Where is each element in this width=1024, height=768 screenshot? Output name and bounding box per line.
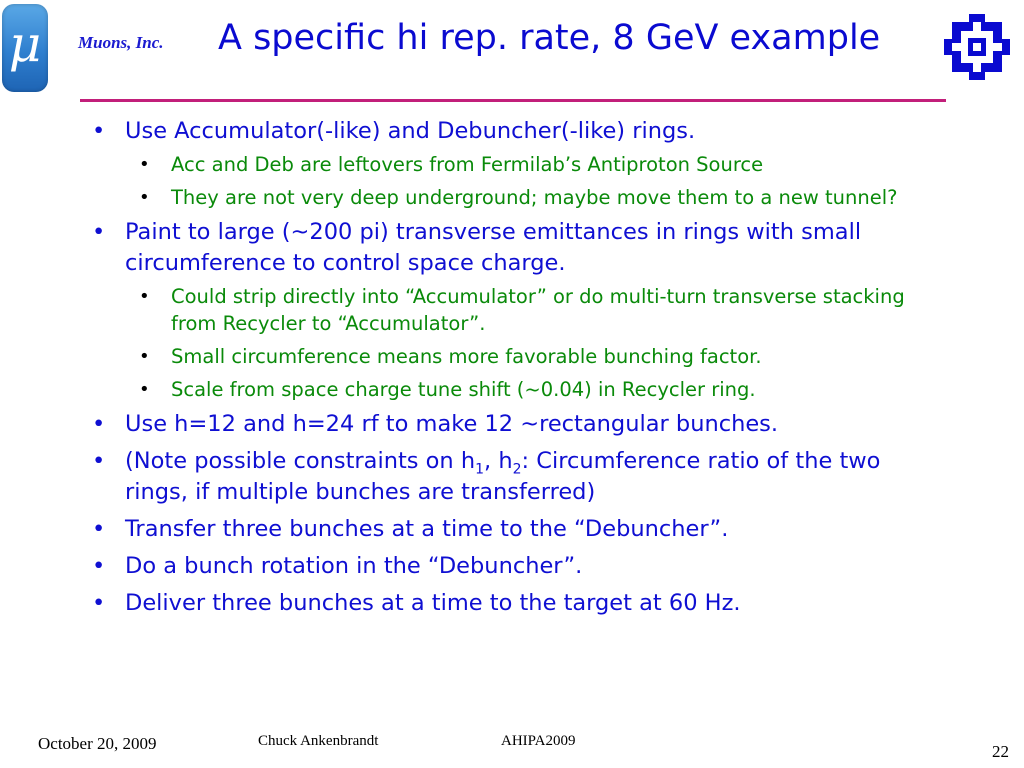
sub-bullet-item [125,151,932,178]
footer-date: October 20, 2009 [38,734,157,753]
page-number: 22 [992,742,1009,761]
bullet-text [125,448,880,505]
sub-bullet-item [125,283,932,337]
mu-symbol: μ [8,15,42,73]
bullet-item [92,116,932,211]
bullet-text: Paint to large (~200 pi) transverse emittances in rings with small circumference to control space charge. [125,219,862,276]
sub-bullet-dot: • [139,286,150,307]
bullet-dot: • [92,411,106,437]
sub-bullet-text: Acc and Deb are leftovers from Fermilab’s Antiproton Source [171,153,764,176]
sub-bullet-dot: • [139,346,150,367]
bullet-item [92,446,932,508]
sub-bullet-text: Scale from space charge tune shift (~0.04) in Recycler ring. [171,378,756,401]
bullet-item [92,588,932,619]
bullet-dot: • [92,516,106,542]
bullet-text-part: (Note possible constraints on h [125,448,476,474]
bullet-dot: • [92,219,106,245]
bullet-text: Deliver three bunches at a time to the target at 60 Hz. [125,590,741,616]
bullet-dot: • [92,590,106,616]
sub-bullet-item [125,376,932,403]
bullet-text-part: , h [484,448,513,474]
sub-bullet-item [125,343,932,370]
footer-event: AHIPA2009 [501,733,576,749]
bullet-dot: • [92,553,106,579]
sub-bullet-text: Could strip directly into “Accumulator” or do multi-turn transverse stacking from Recycler to “Accumulator”. [171,285,905,335]
slide-title: A specific hi rep. rate, 8 GeV example [218,18,881,58]
sub-bullet-text: Small circumference means more favorable bunching factor. [171,345,762,368]
sub-bullet-dot: • [139,187,150,208]
bullet-text: Do a bunch rotation in the “Debuncher”. [125,553,583,579]
company-name: Muons, Inc. [78,33,164,52]
bullet-dot: • [92,448,106,474]
bullet-item [92,217,932,403]
title-divider [80,99,946,102]
bullet-text: Use Accumulator(-like) and Debuncher(-like) rings. [125,118,696,144]
sub-bullet-item [125,184,932,211]
fermilab-logo [944,14,1010,80]
bullet-dot: • [92,118,106,144]
sub-bullet-text: They are not very deep underground; maybe move them to a new tunnel? [171,186,898,209]
footer-author: Chuck Ankenbrandt [258,733,379,749]
subscript: 2 [512,461,522,478]
sub-bullet-list [125,151,932,211]
bullet-item [92,551,932,582]
bullet-text-part: : Circumference ratio of the two rings, if multiple bunches are transferred) [125,448,881,505]
sub-bullet-list [125,283,932,403]
bullet-text: Use h=12 and h=24 rf to make 12 ~rectangular bunches. [125,411,779,437]
bullet-item [92,409,932,440]
sub-bullet-dot: • [139,379,150,400]
bullet-list [92,116,932,625]
subscript: 1 [475,461,485,478]
bullet-item [92,514,932,545]
sub-bullet-dot: • [139,154,150,175]
bullet-text: Transfer three bunches at a time to the “Debuncher”. [125,516,729,542]
muons-logo [2,4,48,92]
